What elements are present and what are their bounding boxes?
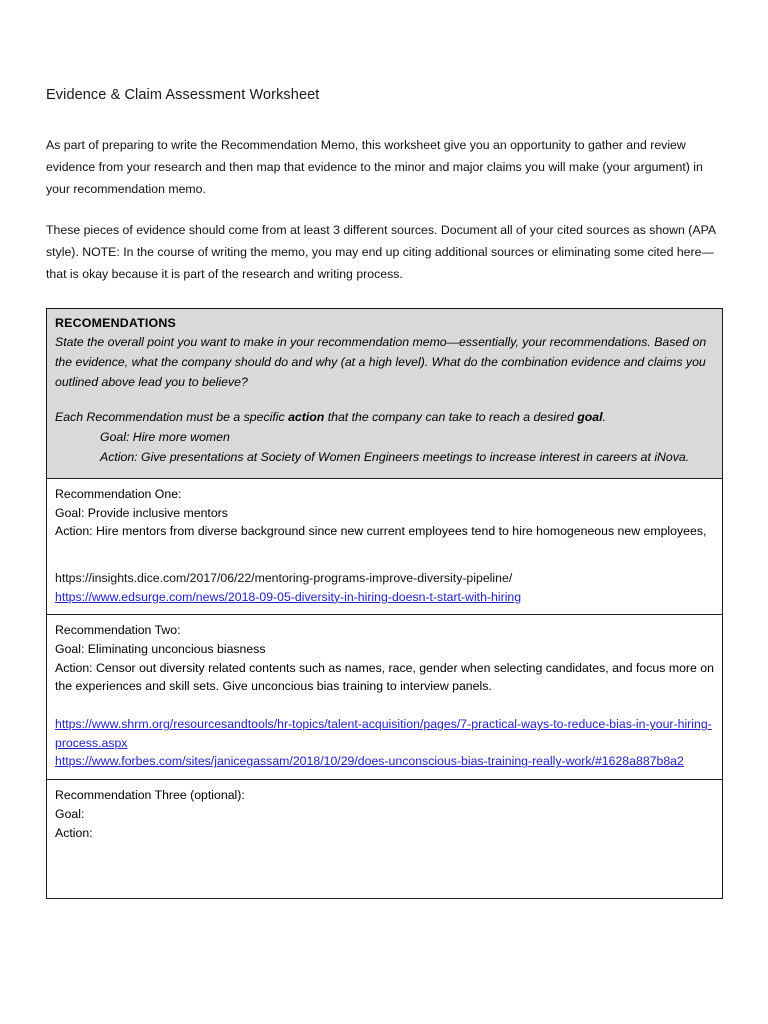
recommendation-one-gap xyxy=(55,541,714,569)
example-action: Action: Give presentations at Society of Women Engineers meetings to increase interest in careers at iNova. xyxy=(100,450,690,465)
rule-text-part-1: Each Recommendation must be a specific xyxy=(55,410,289,425)
rule-text-part-2: that the company can take to reach a desired xyxy=(324,410,578,425)
source-link-dice: https://insights.dice.com/2017/06/22/mentoring-programs-improve-diversity-pipeline/ xyxy=(55,570,513,585)
recommendations-table xyxy=(46,308,723,900)
recommendations-heading: RECOMENDATIONS xyxy=(55,315,176,330)
recommendation-two-gap xyxy=(55,696,714,715)
recommendation-two-sources xyxy=(55,715,714,772)
recommendation-one-cell[interactable] xyxy=(47,479,722,615)
recommendation-three-cell[interactable] xyxy=(47,780,722,898)
document-content xyxy=(46,0,723,899)
page-title: Evidence & Claim Assessment Worksheet xyxy=(46,87,320,103)
rule-text-part-3: . xyxy=(602,410,606,425)
recommendation-two-action: Action: Censor out diversity related contents such as names, race, gender when selecting candidates, and focus more on the experiences and skill sets. Give unconcious bias training to interview panels. xyxy=(55,660,714,694)
recommendations-rule xyxy=(55,408,714,428)
recommendation-two-goal: Goal: Eliminating unconcious biasness xyxy=(55,642,266,657)
recommendation-three-action: Action: xyxy=(55,825,93,840)
recommendation-two-label: Recommendation Two: xyxy=(55,623,181,638)
source-link-edsurge[interactable]: https://www.edsurge.com/news/2018-09-05-diversity-in-hiring-doesn-t-start-with-hiring xyxy=(55,589,522,604)
source-link-forbes[interactable]: https://www.forbes.com/sites/janicegassam/2018/10/29/does-unconscious-bias-training-really-work/#1628a887b8a2 xyxy=(55,754,684,769)
recommendation-one-sources xyxy=(55,569,714,607)
source-link-shrm[interactable]: https://www.shrm.org/resourcesandtools/hr-topics/talent-acquisition/pages/7-practical-ways-to-reduce-bias-in-your-hiring-process.aspx xyxy=(55,717,712,750)
recommendation-one-goal: Goal: Provide inclusive mentors xyxy=(55,505,228,520)
recommendation-three-label: Recommendation Three (optional): xyxy=(55,788,245,803)
intro-paragraph-2: These pieces of evidence should come from at least 3 different sources. Document all of your cited sources as shown (APA style). NOTE: In the course of writing the memo, you may end up citing additional sources or eliminating some cited here—that is okay because it is part of the research and writing process. xyxy=(46,223,716,281)
recommendations-description: State the overall point you want to make in your recommendation memo—essentially, your recommendations. Based on the evidence, what the company should do and why (at a high level). What do the combination evidence and claims you outlined above lead you to believe? xyxy=(55,335,707,390)
recommendations-instructions-cell xyxy=(47,309,722,479)
rule-emphasis-action: action xyxy=(288,410,325,425)
recommendation-two-cell[interactable] xyxy=(47,615,722,780)
recommendation-one-label: Recommendation One: xyxy=(55,486,182,501)
recommendation-three-goal: Goal: xyxy=(55,806,85,821)
intro-paragraph-1: As part of preparing to write the Recommendation Memo, this worksheet give you an opportunity to gather and review evidence from your research and then map that evidence to the minor and major claims you will make (your argument) in your recommendation memo. xyxy=(46,138,703,196)
rule-emphasis-goal: goal xyxy=(577,410,603,425)
recommendation-one-action: Action: Hire mentors from diverse background since new current employees tend to hire homogeneous new employees, xyxy=(55,524,707,539)
example-goal: Goal: Hire more women xyxy=(100,430,230,445)
